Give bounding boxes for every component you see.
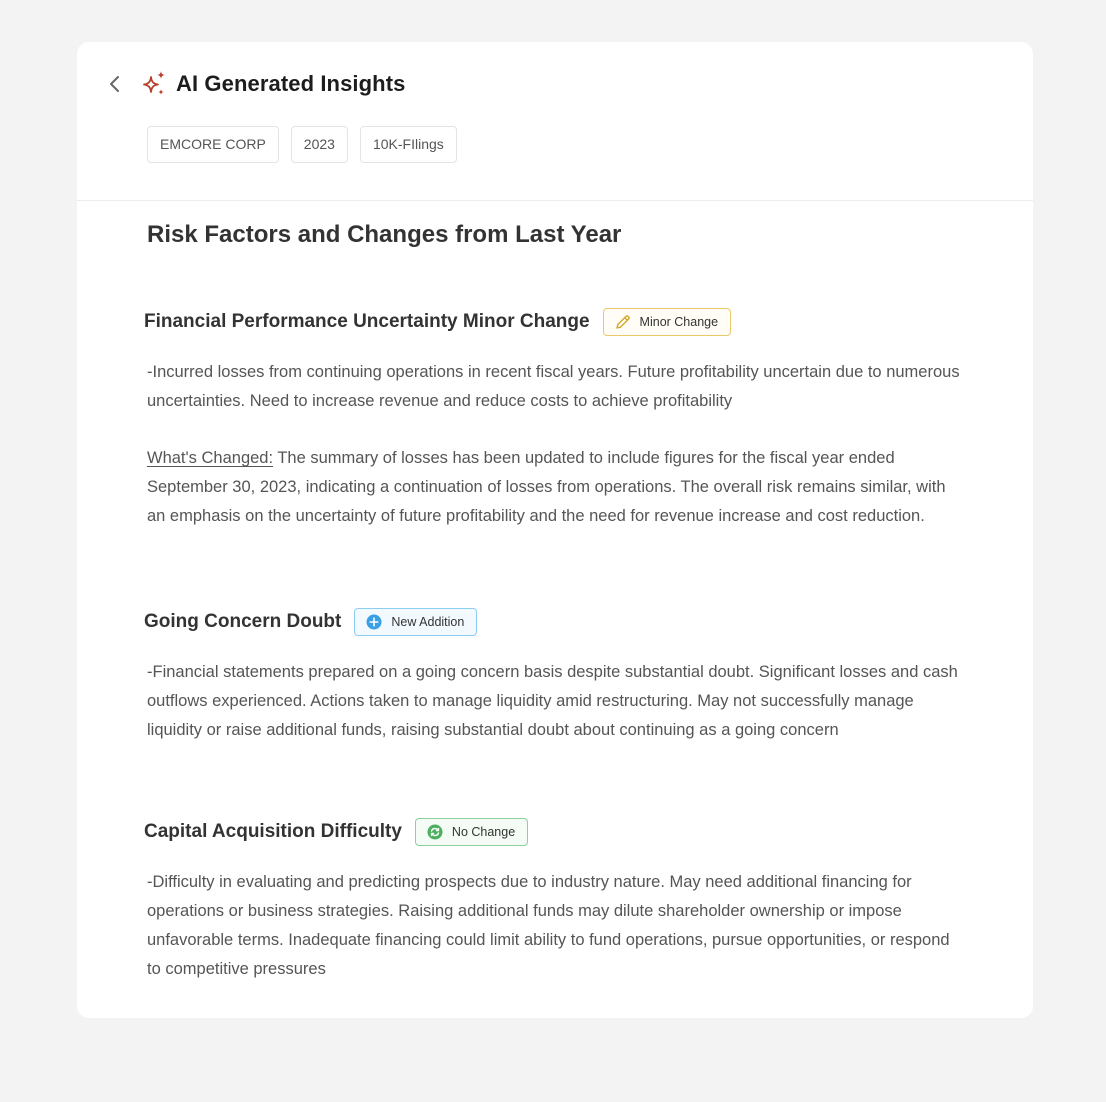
- back-button[interactable]: [105, 72, 125, 96]
- whats-changed-text: The summary of losses has been updated to include figures for the fiscal year ended September 30, 2023, indicating a continuation of losses from operations. The overall risk remains similar, with an emphasis on the uncertainty of future profitability and the need for revenue increase and cost reduction.: [147, 449, 946, 525]
- risk-header: [144, 818, 528, 846]
- whats-changed-paragraph: [147, 444, 967, 531]
- new-addition-badge: [354, 608, 477, 636]
- badge-label: Minor Change: [639, 315, 719, 329]
- chip-year[interactable]: 2023: [291, 126, 348, 163]
- sparkle-icon: [141, 70, 167, 98]
- risk-title: Going Concern Doubt: [144, 611, 342, 632]
- badge-label: New Addition: [391, 615, 465, 629]
- no-change-badge: [415, 818, 528, 846]
- risk-title: Financial Performance Uncertainty Minor Change: [144, 311, 590, 332]
- risk-description: -Financial statements prepared on a going concern basis despite substantial doubt. Significant losses and cash outflows experienced. Actions taken to manage liquidity amid restructuring. May not successfully manage liquidity or raise additional funds, raising substantial doubt about continuing as a going concern: [147, 663, 958, 739]
- filter-chips: [147, 126, 457, 163]
- refresh-circle-icon: [426, 823, 444, 841]
- pencil-icon: [614, 313, 632, 331]
- risk-header: [144, 308, 731, 336]
- minor-change-badge: [603, 308, 732, 336]
- risk-header: [144, 608, 477, 636]
- badge-label: No Change: [451, 825, 516, 839]
- chevron-left-icon: [105, 72, 125, 96]
- chip-company[interactable]: EMCORE CORP: [147, 126, 279, 163]
- risk-description: -Incurred losses from continuing operations in recent fiscal years. Future profitability uncertain due to numerous uncertainties. Need to increase revenue and reduce costs to achieve profitability: [147, 363, 960, 410]
- whats-changed-label: What's Changed:: [147, 449, 274, 467]
- insights-header: [77, 42, 1033, 201]
- page-title: AI Generated Insights: [176, 71, 406, 96]
- chip-filing-type[interactable]: 10K-FIlings: [360, 126, 457, 163]
- risk-title: Capital Acquisition Difficulty: [144, 821, 402, 842]
- section-title: Risk Factors and Changes from Last Year: [147, 221, 622, 248]
- plus-circle-icon: [365, 613, 383, 631]
- risk-description: -Difficulty in evaluating and predicting prospects due to industry nature. May need additional financing for operations or business strategies. Raising additional funds may dilute shareholder ownership or impose unfavorable terms. Inadequate financing could limit ability to fund operations, pursue opportunities, or respond to competitive pressures: [147, 873, 950, 978]
- insights-card: [77, 42, 1033, 1018]
